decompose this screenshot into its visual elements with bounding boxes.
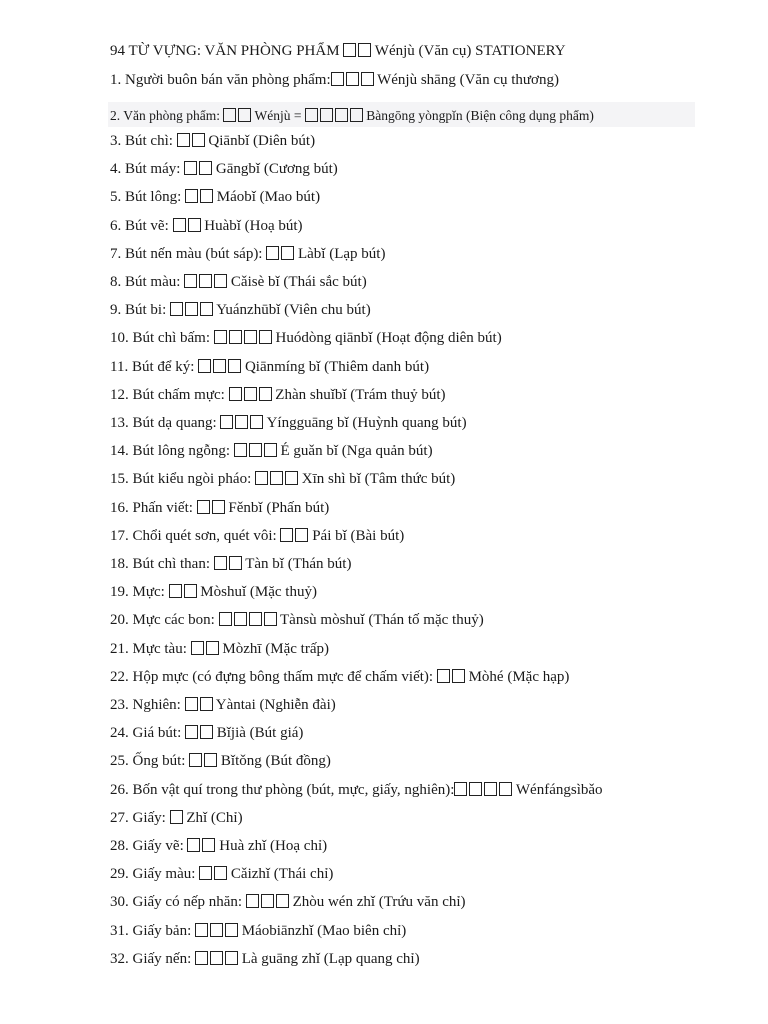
vocab-item: [110, 409, 710, 437]
hanzi-glyphs: [199, 860, 227, 888]
hanzi-glyphs: [195, 917, 238, 945]
vocab-item: [110, 663, 710, 691]
vocab-reading: Yuánzhūbǐ (Viên chu bút): [213, 302, 371, 319]
vocab-term: 26. Bốn vật quí trong thư phòng (bút, mực, giấy, nghiên):: [110, 781, 455, 798]
missing-glyph-icon: [214, 866, 227, 880]
hanzi-glyphs: [214, 550, 242, 578]
hanzi-glyphs: [169, 578, 197, 606]
vocab-term: 5. Bút lông:: [110, 189, 186, 206]
vocab-reading: Qiānmíng bǐ (Thiêm danh bút): [241, 358, 430, 375]
missing-glyph-icon: [264, 612, 277, 626]
missing-glyph-icon: [331, 72, 344, 86]
hanzi-glyphs: [189, 747, 217, 775]
hanzi-glyphs: [219, 606, 277, 634]
vocab-item: [110, 494, 710, 522]
hanzi-glyphs: [220, 409, 263, 437]
missing-glyph-icon: [200, 189, 213, 203]
missing-glyph-icon: [249, 443, 262, 457]
vocab-reading: Fěnbǐ (Phấn bút): [224, 499, 330, 516]
hanzi-glyphs: [184, 268, 227, 296]
missing-glyph-icon: [200, 725, 213, 739]
vocab-item: [110, 183, 710, 211]
vocab-item: [110, 240, 710, 268]
vocab-item: [110, 465, 710, 493]
missing-glyph-icon: [184, 161, 197, 175]
vocab-term: 15. Bút kiểu ngòi pháo:: [110, 471, 255, 488]
missing-glyph-icon: [437, 669, 450, 683]
missing-glyph-icon: [187, 838, 200, 852]
vocab-reading: Wénjù =: [251, 108, 305, 123]
vocab-reading: Zhàn shuǐbǐ (Trám thuỷ bút): [271, 386, 446, 403]
vocab-item: [110, 776, 710, 804]
vocab-reading: Xīn shì bǐ (Tâm thức bút): [298, 471, 456, 488]
vocab-reading: Huà zhǐ (Hoạ chỉ): [215, 838, 328, 855]
vocab-item: [110, 635, 710, 663]
missing-glyph-icon: [229, 387, 242, 401]
missing-glyph-icon: [225, 951, 238, 965]
missing-glyph-icon: [264, 443, 277, 457]
missing-glyph-icon: [454, 782, 467, 796]
missing-glyph-icon: [202, 838, 215, 852]
vocab-reading: Tànsù mòshuǐ (Thán tố mặc thuỷ): [276, 612, 484, 629]
missing-glyph-icon: [228, 359, 241, 373]
hanzi-glyphs: [173, 212, 201, 240]
vocab-reading: Mòzhī (Mặc trấp): [218, 640, 330, 657]
vocab-term: 29. Giấy màu:: [110, 866, 200, 883]
missing-glyph-icon: [169, 584, 182, 598]
vocab-item: [110, 606, 710, 634]
vocab-term: 2. Văn phòng phẩm:: [110, 108, 224, 123]
missing-glyph-icon: [246, 894, 259, 908]
title-text-before: 94 TỪ VỰNG: VĂN PHÒNG PHẨM: [110, 43, 344, 59]
missing-glyph-icon: [235, 415, 248, 429]
missing-glyph-icon: [210, 951, 223, 965]
missing-glyph-icon: [212, 500, 225, 514]
missing-glyph-icon: [229, 330, 242, 344]
vocab-reading: Zhòu wén zhǐ (Trứu văn chỉ): [288, 894, 466, 911]
vocab-reading: Wénjù shāng (Văn cụ thương): [373, 72, 559, 88]
vocab-term: 6. Bút vẽ:: [110, 217, 173, 234]
vocab-term: 27. Giấy:: [110, 809, 170, 826]
vocab-reading: Máobiānzhǐ (Mao biên chỉ): [237, 922, 407, 939]
vocab-term: 1. Người buôn bán văn phòng phẩm:: [110, 72, 331, 88]
vocab-reading: Wénfángsìbǎo: [512, 781, 603, 798]
vocab-reading: Mòshuǐ (Mặc thuỷ): [196, 584, 317, 601]
vocab-reading: Máobǐ (Mao bút): [213, 189, 321, 206]
hanzi-glyphs: [197, 494, 225, 522]
missing-glyph-icon: [499, 782, 512, 796]
hanzi-glyphs: [280, 522, 308, 550]
missing-glyph-icon: [185, 302, 198, 316]
missing-glyph-icon: [452, 669, 465, 683]
missing-glyph-icon: [244, 330, 257, 344]
hanzi-glyphs: [184, 155, 212, 183]
missing-glyph-icon: [197, 500, 210, 514]
missing-glyph-icon: [220, 415, 233, 429]
vocab-term: 9. Bút bi:: [110, 302, 171, 319]
hanzi-glyphs: [246, 888, 289, 916]
vocab-term: 17. Chổi quét sơn, quét vôi:: [110, 527, 281, 544]
vocab-reading: Bǐjià (Bút giá): [213, 725, 304, 742]
vocab-reading: Cǎisè bǐ (Thái sắc bút): [227, 274, 367, 291]
vocab-reading: Bàngōng yòngpǐn (Biện công dụng phẩm): [362, 108, 594, 123]
vocab-term: 21. Mực tàu:: [110, 640, 191, 657]
missing-glyph-icon: [223, 108, 236, 122]
missing-glyph-icon: [249, 612, 262, 626]
vocab-term: 3. Bút chì:: [110, 133, 177, 149]
page-title: [110, 40, 710, 62]
missing-glyph-icon: [200, 302, 213, 316]
missing-glyph-icon: [185, 189, 198, 203]
missing-glyph-icon: [214, 274, 227, 288]
vocab-term: 19. Mực:: [110, 584, 169, 601]
hanzi-glyphs: [177, 127, 205, 155]
vocab-term: 24. Giá bút:: [110, 725, 185, 742]
hanzi-glyphs: [331, 68, 374, 92]
vocab-reading: Tàn bǐ (Thán bút): [241, 556, 352, 573]
vocab-reading: Zhǐ (Chỉ): [182, 809, 243, 826]
missing-glyph-icon: [259, 330, 272, 344]
vocab-term: 7. Bút nến màu (bút sáp):: [110, 245, 267, 262]
missing-glyph-icon: [295, 528, 308, 542]
vocab-term: 10. Bút chì bấm:: [110, 330, 214, 347]
hanzi-glyphs: [437, 663, 465, 691]
missing-glyph-icon: [192, 133, 205, 147]
missing-glyph-icon: [484, 782, 497, 796]
missing-glyph-icon: [276, 894, 289, 908]
vocab-term: 20. Mực các bon:: [110, 612, 219, 629]
missing-glyph-icon: [234, 443, 247, 457]
hanzi-glyphs: [223, 107, 251, 125]
missing-glyph-icon: [225, 923, 238, 937]
vocab-item: [110, 127, 710, 155]
vocab-item: [110, 381, 710, 409]
missing-glyph-icon: [343, 43, 356, 57]
vocab-item: [110, 324, 710, 352]
vocab-item: [110, 353, 710, 381]
title-text-after: Wénjù (Văn cụ) STATIONERY: [371, 43, 566, 59]
vocab-reading: Cǎizhǐ (Thái chỉ): [227, 866, 334, 883]
missing-glyph-icon: [335, 108, 348, 122]
vocab-term: 18. Bút chì than:: [110, 556, 214, 573]
missing-glyph-icon: [281, 246, 294, 260]
missing-glyph-icon: [170, 302, 183, 316]
vocab-item: [108, 102, 695, 127]
vocab-term: 28. Giấy vẽ:: [110, 838, 188, 855]
missing-glyph-icon: [198, 359, 211, 373]
missing-glyph-icon: [206, 641, 219, 655]
missing-glyph-icon: [259, 387, 272, 401]
hanzi-glyphs: [214, 324, 272, 352]
missing-glyph-icon: [199, 274, 212, 288]
vocab-term: 31. Giấy bản:: [110, 922, 195, 939]
missing-glyph-icon: [184, 584, 197, 598]
missing-glyph-icon: [234, 612, 247, 626]
vocab-reading: Gāngbǐ (Cương bút): [212, 161, 338, 178]
vocab-term: 30. Giấy có nếp nhăn:: [110, 894, 246, 911]
hanzi-glyphs: [185, 691, 213, 719]
vocab-term: 13. Bút dạ quang:: [110, 415, 221, 432]
hanzi-glyphs: [185, 719, 213, 747]
missing-glyph-icon: [185, 725, 198, 739]
hanzi-glyphs: [305, 107, 363, 125]
vocab-term: 4. Bút máy:: [110, 161, 185, 178]
title-hanzi-glyphs: [343, 40, 371, 62]
missing-glyph-icon: [170, 810, 183, 824]
vocab-term: 12. Bút chấm mực:: [110, 386, 229, 403]
missing-glyph-icon: [285, 471, 298, 485]
missing-glyph-icon: [255, 471, 268, 485]
missing-glyph-icon: [346, 72, 359, 86]
vocab-item: [110, 522, 710, 550]
missing-glyph-icon: [189, 753, 202, 767]
vocab-item: [110, 268, 710, 296]
vocab-reading: Mòhé (Mặc hạp): [464, 668, 570, 685]
vocab-reading: Là guāng zhǐ (Lạp quang chỉ): [237, 950, 420, 967]
hanzi-glyphs: [234, 437, 277, 465]
vocab-term: 22. Hộp mực (có đựng bông thấm mực để chấm viết):: [110, 668, 437, 685]
missing-glyph-icon: [320, 108, 333, 122]
vocabulary-list: [110, 68, 710, 973]
vocab-term: 14. Bút lông ngỗng:: [110, 443, 234, 460]
vocab-reading: Huódòng qiānbǐ (Hoạt động diên bút): [271, 330, 502, 347]
missing-glyph-icon: [219, 612, 232, 626]
missing-glyph-icon: [199, 866, 212, 880]
vocab-item: [110, 860, 710, 888]
vocab-item: [110, 832, 710, 860]
vocab-item: [110, 888, 710, 916]
missing-glyph-icon: [305, 108, 318, 122]
missing-glyph-icon: [199, 161, 212, 175]
vocab-term: 23. Nghiên:: [110, 697, 185, 714]
missing-glyph-icon: [195, 923, 208, 937]
hanzi-glyphs: [454, 776, 512, 804]
vocab-item: [110, 296, 710, 324]
vocab-reading: Bǐtǒng (Bút đồng): [217, 753, 331, 770]
missing-glyph-icon: [261, 894, 274, 908]
hanzi-glyphs: [170, 296, 213, 324]
hanzi-glyphs: [255, 465, 298, 493]
vocab-reading: Làbǐ (Lạp bút): [294, 245, 386, 262]
vocab-item: [110, 578, 710, 606]
hanzi-glyphs: [170, 804, 183, 832]
missing-glyph-icon: [350, 108, 363, 122]
vocab-item: [110, 437, 710, 465]
hanzi-glyphs: [187, 832, 215, 860]
missing-glyph-icon: [213, 359, 226, 373]
vocab-term: 32. Giấy nến:: [110, 950, 195, 967]
vocab-reading: É guǎn bǐ (Nga quản bút): [276, 443, 433, 460]
hanzi-glyphs: [229, 381, 272, 409]
vocab-item: [110, 691, 710, 719]
hanzi-glyphs: [195, 945, 238, 973]
vocab-reading: Huàbǐ (Hoạ bút): [200, 217, 303, 234]
vocab-item: [110, 945, 710, 973]
missing-glyph-icon: [195, 951, 208, 965]
vocab-term: 16. Phấn viết:: [110, 499, 197, 516]
missing-glyph-icon: [184, 274, 197, 288]
missing-glyph-icon: [214, 330, 227, 344]
missing-glyph-icon: [280, 528, 293, 542]
vocab-item: [110, 68, 710, 92]
missing-glyph-icon: [229, 556, 242, 570]
missing-glyph-icon: [177, 133, 190, 147]
vocab-reading: Pái bǐ (Bài bút): [308, 527, 405, 544]
missing-glyph-icon: [210, 923, 223, 937]
missing-glyph-icon: [188, 218, 201, 232]
missing-glyph-icon: [250, 415, 263, 429]
vocab-reading: Yàntai (Nghiễn đài): [212, 697, 336, 714]
vocab-item: [110, 747, 710, 775]
missing-glyph-icon: [214, 556, 227, 570]
hanzi-glyphs: [198, 353, 241, 381]
document-page: [110, 40, 710, 973]
hanzi-glyphs: [191, 635, 219, 663]
vocab-item: [110, 804, 710, 832]
vocab-term: 25. Ống bút:: [110, 753, 190, 770]
missing-glyph-icon: [266, 246, 279, 260]
missing-glyph-icon: [469, 782, 482, 796]
vocab-item: [110, 155, 710, 183]
vocab-item: [110, 719, 710, 747]
vocab-reading: Yíngguāng bǐ (Huỳnh quang bút): [263, 415, 467, 432]
missing-glyph-icon: [173, 218, 186, 232]
hanzi-glyphs: [266, 240, 294, 268]
missing-glyph-icon: [270, 471, 283, 485]
hanzi-glyphs: [185, 183, 213, 211]
missing-glyph-icon: [185, 697, 198, 711]
vocab-reading: Qiānbǐ (Diên bút): [204, 133, 316, 149]
vocab-term: 8. Bút màu:: [110, 274, 185, 291]
vocab-item: [110, 917, 710, 945]
missing-glyph-icon: [361, 72, 374, 86]
missing-glyph-icon: [200, 697, 213, 711]
missing-glyph-icon: [204, 753, 217, 767]
missing-glyph-icon: [191, 641, 204, 655]
missing-glyph-icon: [238, 108, 251, 122]
vocab-term: 11. Bút để ký:: [110, 358, 199, 375]
vocab-item: [110, 550, 710, 578]
vocab-item: [110, 212, 710, 240]
missing-glyph-icon: [358, 43, 371, 57]
missing-glyph-icon: [244, 387, 257, 401]
